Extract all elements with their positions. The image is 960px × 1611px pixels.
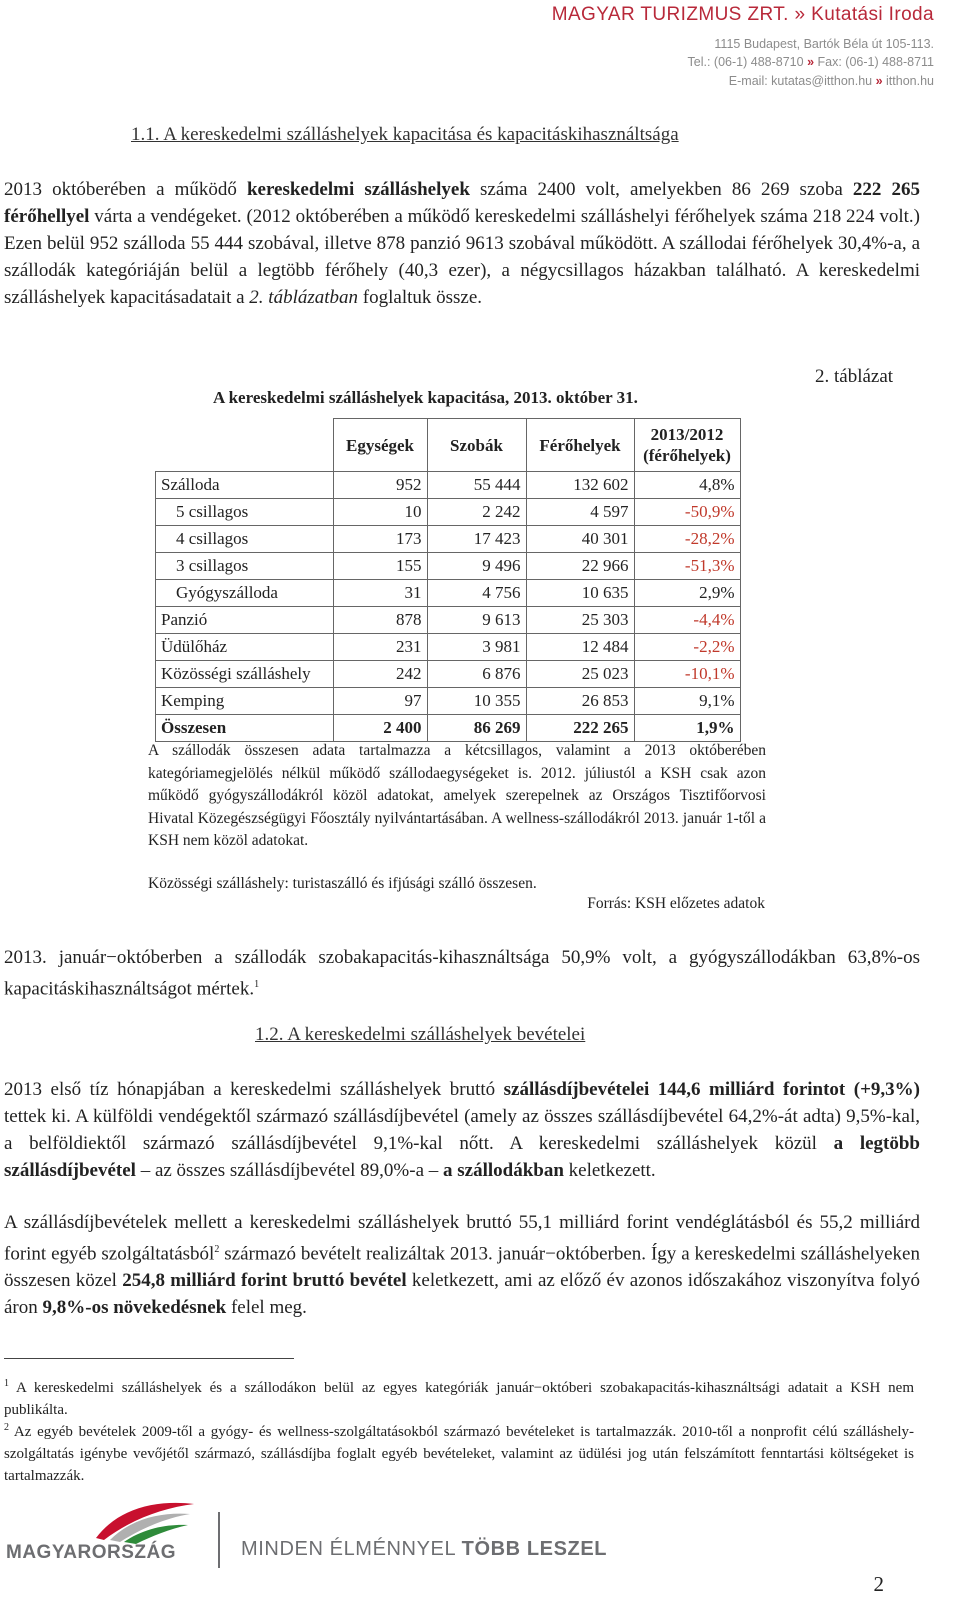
table-header-beds: Férőhelyek <box>526 419 634 472</box>
table-row <box>156 472 741 499</box>
beds-cell: 132 602 <box>526 472 634 499</box>
change-cell: -28,2% <box>634 526 740 553</box>
footnote-1: $^1$ A kereskedelmi szálláshelyek és a szállodákon belül az egyes kategóriák január−októberi szobakapacitás-kihasználtsági adatait a KSH nem publikálta. <box>4 1378 914 1418</box>
footnote-ref-2: 2 <box>214 1244 220 1255</box>
table-header-units: Egységek <box>333 419 427 472</box>
table-row-total <box>156 715 741 742</box>
units-cell: 2 400 <box>333 715 427 742</box>
paragraph-capacity: 2013 októberében a működő kereskedelmi szálláshelyek száma 2400 volt, amelyekben 86 269 szoba 222 265 férőhellyel várta a vendégeket. (2012 októberében a működő kereskedelmi szálláshelyi férőhelyek száma 218 224 volt.) Ezen belül 952 szálloda 55 444 szobával, illetve 878 panzió 9613 szobával működött. A szállodai férőhelyek 30,4%-a, a szállodák kategóriáján belül a legtöbb férőhely (40,3 ezer), a négycsillagos házakban található. A kereskedelmi szálláshelyek kapacitásadatait a 2. táblázatban foglaltuk össze. <box>4 179 920 308</box>
units-cell: 173 <box>333 526 427 553</box>
rooms-cell: 3 981 <box>427 634 526 661</box>
beds-cell: 4 597 <box>526 499 634 526</box>
row-label: 4 csillagos <box>156 526 334 553</box>
footer-divider <box>218 1512 220 1568</box>
table-row <box>156 499 741 526</box>
units-cell: 242 <box>333 661 427 688</box>
row-label: 5 csillagos <box>156 499 334 526</box>
units-cell: 31 <box>333 580 427 607</box>
beds-cell: 12 484 <box>526 634 634 661</box>
row-label: 3 csillagos <box>156 553 334 580</box>
table-row <box>156 688 741 715</box>
rooms-cell: 10 355 <box>427 688 526 715</box>
beds-cell: 26 853 <box>526 688 634 715</box>
table-row <box>156 553 741 580</box>
section-title-revenue: 1.2. A kereskedelmi szálláshelyek bevételei <box>255 1024 586 1045</box>
units-cell: 878 <box>333 607 427 634</box>
page-number: 2 <box>873 1572 884 1596</box>
rooms-cell: 9 613 <box>427 607 526 634</box>
rooms-cell: 17 423 <box>427 526 526 553</box>
units-cell: 155 <box>333 553 427 580</box>
beds-cell: 222 265 <box>526 715 634 742</box>
beds-cell: 25 023 <box>526 661 634 688</box>
footer-slogan: MINDEN ÉLMÉNNYEL TÖBB LESZEL <box>241 1538 608 1560</box>
beds-cell: 40 301 <box>526 526 634 553</box>
row-label: Közösségi szálláshely <box>156 661 334 688</box>
rooms-cell: 55 444 <box>427 472 526 499</box>
footnote-ref-1: 1 <box>254 979 260 990</box>
row-label: Szálloda <box>156 472 334 499</box>
table-row <box>156 661 741 688</box>
row-label: Kemping <box>156 688 334 715</box>
beds-cell: 22 966 <box>526 553 634 580</box>
rooms-cell: 86 269 <box>427 715 526 742</box>
units-cell: 10 <box>333 499 427 526</box>
table-row <box>156 526 741 553</box>
change-cell: 2,9% <box>634 580 740 607</box>
table-header-row <box>156 419 741 472</box>
header-company: MAGYAR TURIZMUS ZRT. » Kutatási Iroda <box>551 4 934 25</box>
table-header-change: 2013/2012 (férőhelyek) <box>634 419 740 472</box>
change-cell: -2,2% <box>634 634 740 661</box>
table-row <box>156 634 741 661</box>
rooms-cell: 6 876 <box>427 661 526 688</box>
change-cell: -50,9% <box>634 499 740 526</box>
footer-logo-text: MAGYARORSZÁG <box>6 1542 176 1563</box>
footnote-2: $^2$ Az egyéb bevételek 2009-től a gyógy- és wellness-szolgáltatásokból származó bevételeket is tartalmazzák. 2010-től a nonprofit célú szálláshely-szolgáltatás igénybe vevőjétől származó, szállásdíjba foglalt egyéb bevételeket, valamint az üdülési jog után felszámított fenntartási költségeket is tartalmazzák. <box>4 1422 914 1484</box>
header-contact: E-mail: kutatas@itthon.hu » itthon.hu <box>728 74 934 88</box>
row-label: Gyógyszálloda <box>156 580 334 607</box>
table-source: Forrás: KSH előzetes adatok <box>587 895 765 912</box>
paragraph-revenue-1: 2013 első tíz hónapjában a kereskedelmi szálláshelyek bruttó szállásdíjbevételei 144,6 milliárd forintot (+9,3%) tettek ki. A külföldi vendégektől származó szállásdíjbevétel (amely az összes szállásdíjbevétel 64,2%-át adta) 9,5%-kal, a belföldiektől származó szállásdíjbevétel 9,1%-kal nőtt. A kereskedelmi szálláshelyek közül a legtöbb szállásdíjbevétel – az összes szállásdíjbevétel 89,0%-a – a szállodákban keletkezett. <box>4 1079 920 1181</box>
header-phone-fax: Tel.: (06-1) 488-8710 » Fax: (06-1) 488-8711 <box>687 55 934 69</box>
rooms-cell: 4 756 <box>427 580 526 607</box>
units-cell: 952 <box>333 472 427 499</box>
capacity-table <box>155 418 741 742</box>
hungary-ribbon-logo-icon <box>90 1498 200 1544</box>
beds-cell: 10 635 <box>526 580 634 607</box>
units-cell: 231 <box>333 634 427 661</box>
table-caption: A kereskedelmi szálláshelyek kapacitása, 2013. október 31. <box>213 388 638 407</box>
section-title-capacity: 1.1. A kereskedelmi szálláshelyek kapacitása és kapacitáskihasználtsága <box>131 124 679 145</box>
rooms-cell: 9 496 <box>427 553 526 580</box>
table-row <box>156 607 741 634</box>
paragraph-revenue-2: A szállásdíjbevételek mellett a kereskedelmi szálláshelyek bruttó 55,1 milliárd forint vendéglátásból és 55,2 milliárd forint egyéb szolgáltatásból$^2$ származó bevételt realizáltak 2013. január−októberben. Így a kereskedelmi szálláshelyeken összesen közel 254,8 milliárd forint bruttó bevétel keletkezett, ami az előző év azonos időszakához viszonyítva folyó áron 9,8%-os növekedésnek felel meg. <box>4 1212 920 1319</box>
change-cell: -10,1% <box>634 661 740 688</box>
row-label: Összesen <box>156 715 334 742</box>
rooms-cell: 2 242 <box>427 499 526 526</box>
table-header-blank <box>156 419 334 472</box>
change-cell: -4,4% <box>634 607 740 634</box>
table-label: 2. táblázat <box>815 366 894 387</box>
change-cell: 4,8% <box>634 472 740 499</box>
footnote-divider <box>4 1358 294 1359</box>
table-note-hotels: A szállodák összesen adata tartalmazza a kétcsillagos, valamint a 2013 októberében kategóriamegjelölés nélkül működő szállodaegységeket is. 2012. júliustól a KSH csak azon működő gyógyszállodákról közöl adatokat, amelyek szerepelnek az Országos Tisztifőorvosi Hivatal Közegészségügyi Főosztály nyilvántartásában. A wellness-szállodákról 2013. január 1-től a KSH nem közöl adatokat. <box>148 742 766 849</box>
table-header-rooms: Szobák <box>427 419 526 472</box>
change-cell: -51,3% <box>634 553 740 580</box>
row-label: Üdülőház <box>156 634 334 661</box>
beds-cell: 25 303 <box>526 607 634 634</box>
arrow-icon: » <box>794 4 806 25</box>
header-address: 1115 Budapest, Bartók Béla út 105-113. <box>714 37 934 51</box>
units-cell: 97 <box>333 688 427 715</box>
table-note-community: Közösségi szálláshely: turistaszálló és ifjúsági szálló összesen. <box>148 875 537 892</box>
paragraph-occupancy: 2013. január−októberben a szállodák szobakapacitás-kihasználtsága 50,9% volt, a gyógyszállodákban 63,8%-os kapacitáskihasználtságot mértek.$^1$ <box>4 947 920 1000</box>
change-cell: 9,1% <box>634 688 740 715</box>
table-row <box>156 580 741 607</box>
change-cell: 1,9% <box>634 715 740 742</box>
row-label: Panzió <box>156 607 334 634</box>
